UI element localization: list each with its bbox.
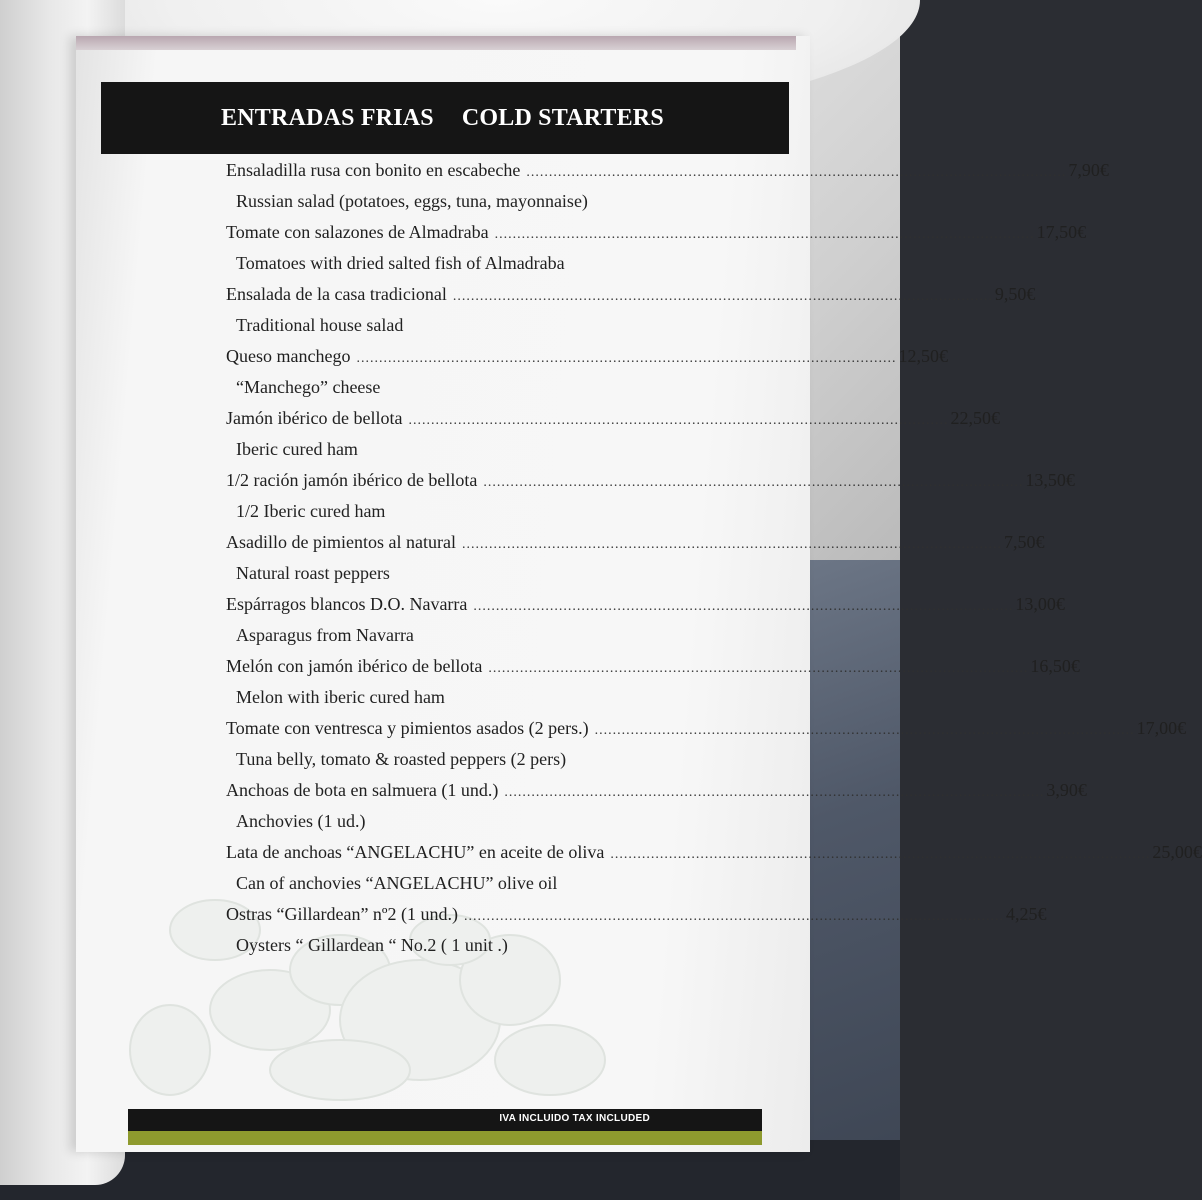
tax-note: IVA INCLUIDO TAX INCLUDED [499, 1113, 650, 1124]
dot-leader: ........................................................................................................................ [494, 227, 1035, 242]
menu-item-spanish [226, 904, 1047, 936]
dish-name-es: Ensaladilla rusa con bonito en escabeche [226, 160, 521, 180]
menu-item [226, 532, 1045, 594]
dish-name-en: Asparagus from Navarra [236, 625, 414, 645]
section-title-es: ENTRADAS FRIAS [221, 104, 434, 131]
dish-name-es: Ostras “Gillardean” nº2 (1 und.) [226, 904, 459, 924]
menu-item [226, 160, 1109, 222]
menu-item-spanish [226, 780, 1087, 812]
dish-price: 7,90€ [1068, 160, 1109, 180]
footer-bar [128, 1109, 762, 1131]
dish-price: 4,25€ [1006, 904, 1047, 924]
dish-price: 12,50€ [898, 346, 948, 366]
menu-item-spanish [226, 346, 948, 378]
dish-price: 22,50€ [950, 408, 1000, 428]
menu-item-spanish [226, 408, 1000, 440]
dot-leader: ........................................................................................................................ [483, 475, 1024, 490]
dish-name-es: Tomate con salazones de Almadraba [226, 222, 489, 242]
dot-leader: ........................................................................................................................ [594, 723, 1135, 738]
menu-list [226, 160, 1202, 984]
dot-leader: ........................................................................................................................ [488, 661, 1029, 676]
menu-item [226, 904, 1047, 984]
dish-price: 17,00€ [1136, 718, 1187, 738]
dot-leader: ........................................................................................................................ [526, 165, 1067, 180]
dish-name-es: 1/2 ración jamón ibérico de bellota [226, 470, 478, 490]
page-edge [76, 36, 796, 50]
dish-name-es: Espárragos blancos D.O. Navarra [226, 594, 468, 614]
menu-item [226, 470, 1075, 532]
menu-item [226, 718, 1187, 780]
dot-leader: ........................................................................................................................ [504, 785, 1045, 800]
menu-item-spanish [226, 470, 1075, 502]
menu-item-spanish [226, 532, 1045, 564]
dish-name-es: Anchoas de bota en salmuera (1 und.) [226, 780, 499, 800]
footer-green-stripe [128, 1131, 762, 1145]
menu-item [226, 284, 1036, 346]
dish-name-en: Russian salad (potatoes, eggs, tuna, mayonnaise) [236, 191, 588, 211]
menu-item [226, 346, 948, 408]
dish-name-en: Tuna belly, tomato & roasted peppers (2 pers) [236, 749, 567, 769]
dish-price: 16,50€ [1030, 656, 1080, 676]
dot-leader: ........................................................................................................................ [408, 413, 949, 428]
menu-item [226, 222, 1087, 284]
dish-price: 7,50€ [1003, 532, 1045, 552]
dish-price: 17,50€ [1036, 222, 1087, 242]
menu-item-spanish [226, 284, 1036, 316]
menu-item-spanish [226, 842, 1202, 874]
dish-name-es: Queso manchego [226, 346, 351, 366]
menu-item-spanish [226, 718, 1187, 750]
dot-leader: ........................................................................................................................ [356, 351, 897, 366]
dish-price: 9,50€ [994, 284, 1036, 304]
dish-price: 13,50€ [1025, 470, 1075, 490]
dish-name-en: Melon with iberic cured ham [236, 687, 445, 707]
dish-name-en: Can of anchovies “ANGELACHU” olive oil [236, 873, 558, 893]
dish-name-en: 1/2 Iberic cured ham [236, 501, 386, 521]
dish-name-es: Jamón ibérico de bellota [226, 408, 403, 428]
dish-name-en: Traditional house salad [236, 315, 404, 335]
dot-leader: ........................................................................................................................ [452, 289, 993, 304]
dish-name-en: Anchovies (1 ud.) [236, 811, 366, 831]
dot-leader: ........................................................................................................................ [464, 909, 1005, 924]
dish-name-es: Lata de anchoas “ANGELACHU” en aceite de oliva [226, 842, 605, 862]
dot-leader: ........................................................................................................................ [461, 537, 1002, 552]
dish-name-es: Melón con jamón ibérico de bellota [226, 656, 483, 676]
dish-name-en: “Manchego” cheese [236, 377, 381, 397]
menu-item-spanish [226, 222, 1087, 254]
dish-price: 25,00€ [1152, 842, 1202, 862]
dish-name-en: Tomatoes with dried salted fish of Almadraba [236, 253, 565, 273]
menu-item [226, 780, 1087, 842]
section-header [101, 82, 789, 154]
dish-name-en: Natural roast peppers [236, 563, 390, 583]
menu-item-spanish [226, 160, 1109, 192]
dot-leader: ........................................................................................................................ [473, 599, 1014, 614]
dish-name-es: Tomate con ventresca y pimientos asados (2 pers.) [226, 718, 589, 738]
dish-price: 13,00€ [1015, 594, 1065, 614]
dish-price: 3,90€ [1046, 780, 1087, 800]
dot-leader: ........................................................................................................................ [610, 847, 1151, 862]
menu-item [226, 656, 1080, 718]
dish-name-es: Ensalada de la casa tradicional [226, 284, 447, 304]
menu-item-spanish [226, 656, 1080, 688]
menu-item [226, 594, 1065, 656]
dish-name-en: Iberic cured ham [236, 439, 358, 459]
menu-item [226, 842, 1202, 904]
dish-name-es: Asadillo de pimientos al natural [226, 532, 456, 552]
menu-item [226, 408, 1000, 470]
menu-item-spanish [226, 594, 1065, 626]
section-title-en: COLD STARTERS [461, 104, 664, 131]
dish-name-en: Oysters “ Gillardean “ No.2 ( 1 unit .) [236, 935, 508, 955]
